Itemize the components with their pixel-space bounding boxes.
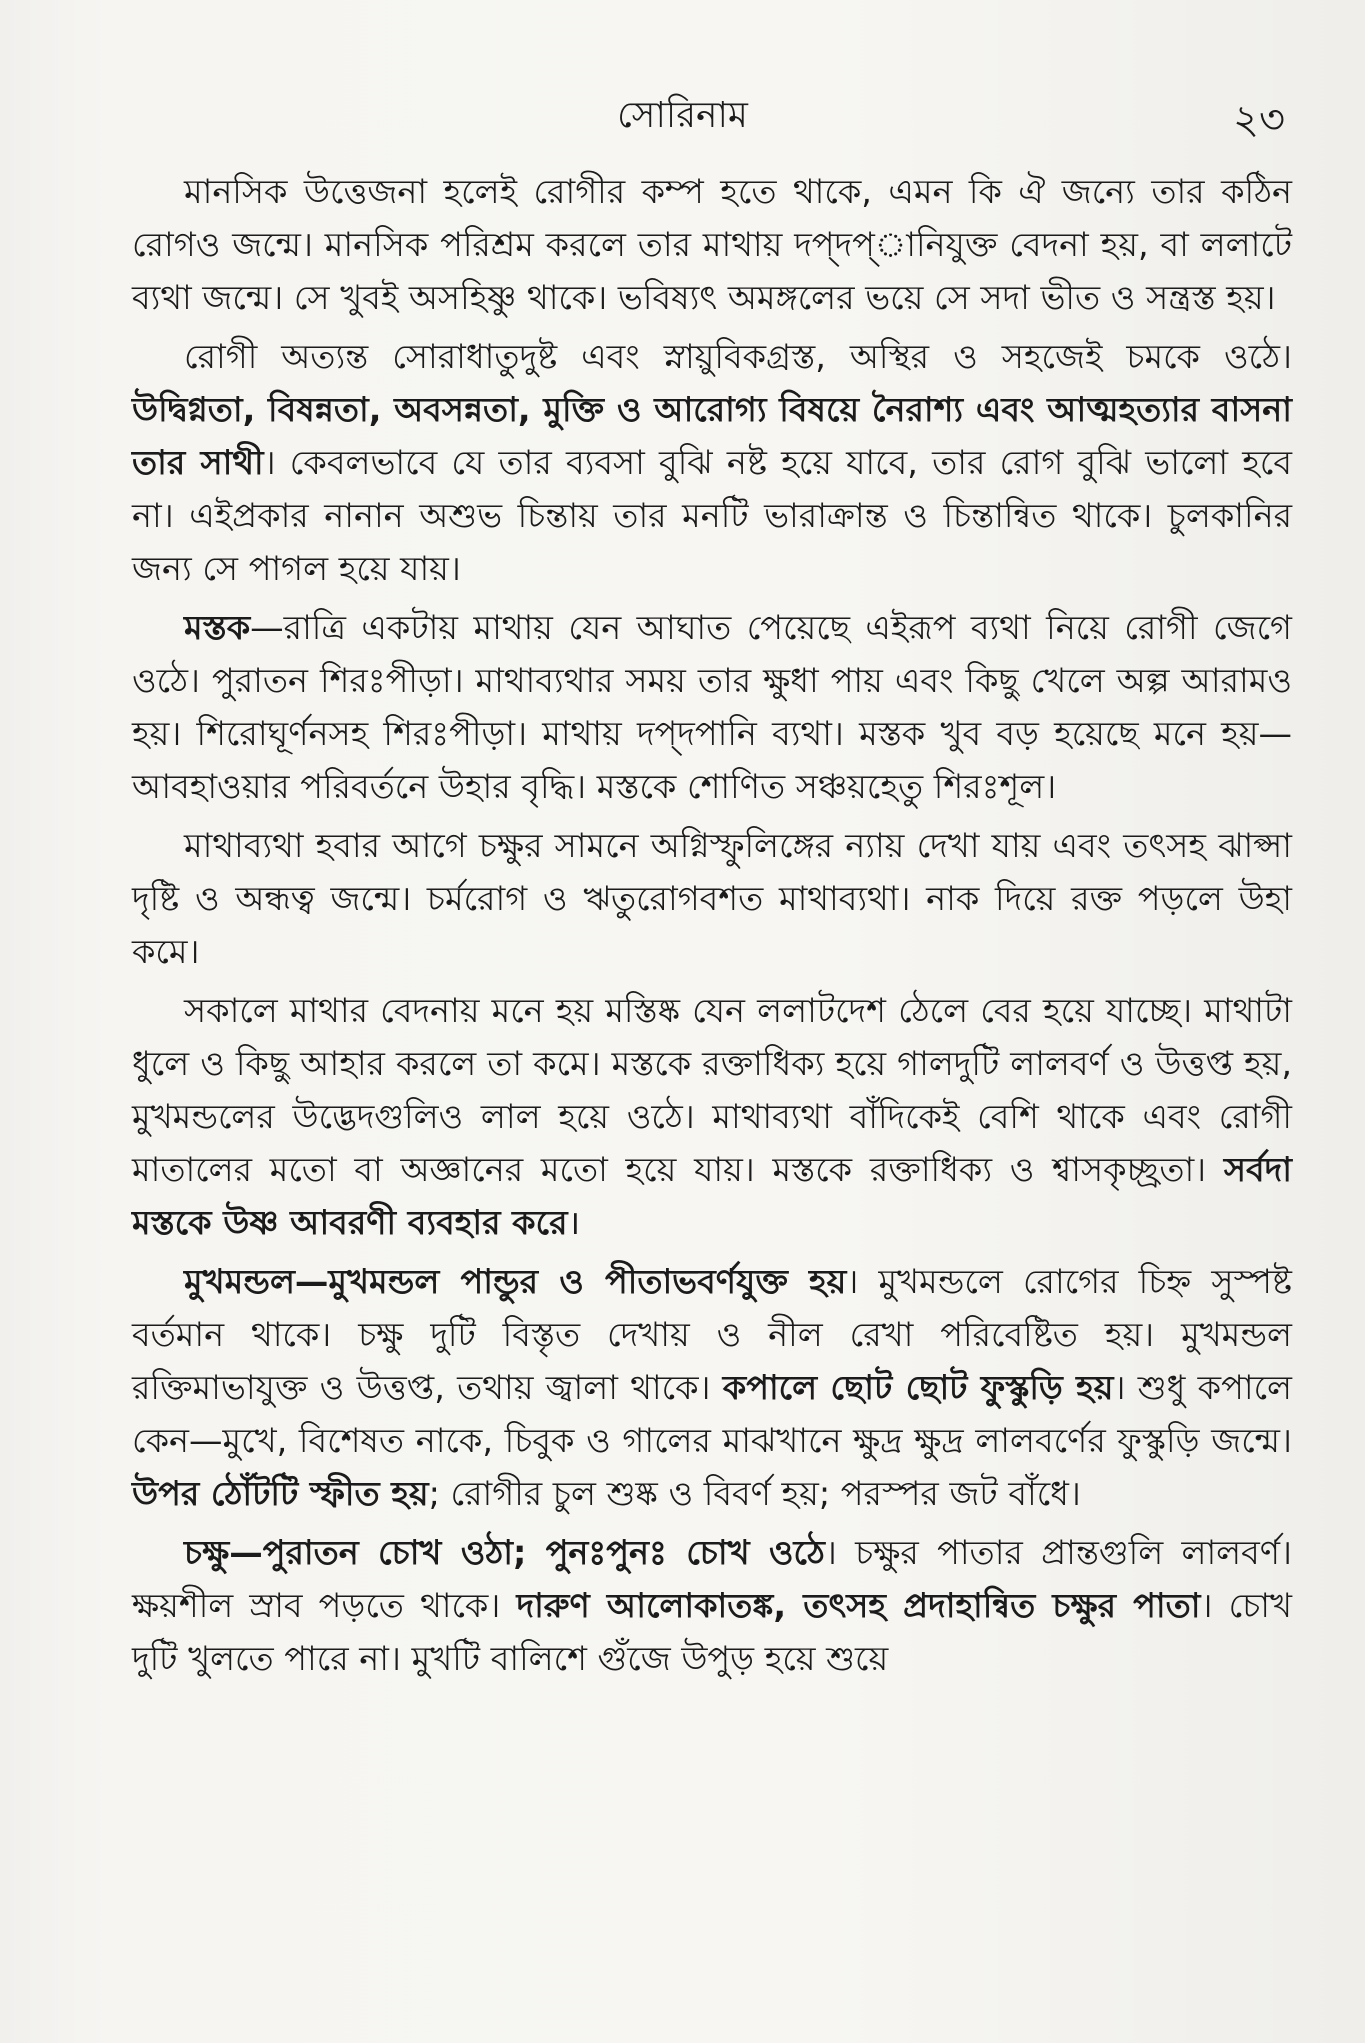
section-heading-face: মুখমন্ডল—মুখমন্ডল পান্ডুর ও পীতাভবর্ণযুক্ত হয় (184, 1262, 847, 1301)
paragraph-text: মাথাব্যথা হবার আগে চক্ষুর সামনে অগ্নিস্ফুলিঙ্গের ন্যায় দেখা যায় এবং তৎসহ ঝাপ্সা দৃষ্টি ও অন্ধত্ব জন্মে। চর্মরোগ ও ঋতুরোগবশত মাথাব্যথা। নাক দিয়ে রক্ত পড়লে উহা কমে। (132, 826, 1292, 971)
paragraph-text: । শুধু কপালে কেন—মুখে, বিশেষত নাকে, চিবুক ও গালের মাঝখানে ক্ষুদ্র ক্ষুদ্র লালবর্ণের ফুস্কুড়ি জন্মে। (132, 1368, 1292, 1460)
emphasis-text: উদ্বিগ্নতা, বিষন্নতা, অবসন্নতা, মুক্তি ও আরোগ্য বিষয়ে নৈরাশ্য এবং আত্মহত্যার বাসনা তার সাথী (132, 390, 1292, 482)
body-text (132, 165, 1292, 1691)
emphasis-text: উপর ঠোঁটটি স্ফীত হয় (132, 1474, 429, 1513)
paragraph-text: —রাত্রি একটায় মাথায় যেন আঘাত পেয়েছে এইরূপ ব্যথা নিয়ে রোগী জেগে ওঠে। পুরাতন শিরঃপীড়া। মাথাব্যথার সময় তার ক্ষুধা পায় এবং কিছু খেলে অল্প আরামও হয়। শিরোঘূর্ণনসহ শিরঃপীড়া। মাথায় দপ্‌দপানি ব্যথা। মস্তক খুব বড় হয়েছে মনে হয়—আবহাওয়ার পরিবর্তনে উহার বৃদ্ধি। মস্তকে শোণিত সঞ্চয়হেতু শিরঃশূল। (132, 608, 1292, 806)
paragraph-headache-vision (132, 819, 1292, 978)
emphasis-text: কপালে ছোট ছোট ফুস্কুড়ি হয় (722, 1368, 1114, 1407)
paragraph-nervous-state (132, 330, 1292, 595)
paragraph-eyes (132, 1526, 1292, 1685)
paragraph-text: ; রোগীর চুল শুষ্ক ও বিবর্ণ হয়; পরস্পর জট বাঁধে। (428, 1474, 1081, 1513)
paragraph-text: মানসিক উত্তেজনা হলেই রোগীর কম্প হতে থাকে, এমন কি ঐ জন্যে তার কঠিন রোগও জন্মে। মানসিক পরিশ্রম করলে তার মাথায় দপ্‌দপ্‌ানিযুক্ত বেদনা হয়, বা ললাটে ব্যথা জন্মে। সে খুবই অসহিষ্ণু থাকে। ভবিষ্যৎ অমঙ্গলের ভয়ে সে সদা ভীত ও সন্ত্রস্ত হয়। (132, 172, 1292, 317)
section-heading-head: মস্তক (184, 608, 251, 647)
page-header (0, 88, 1365, 148)
emphasis-text: দারুণ আলোকাতঙ্ক, তৎসহ প্রদাহান্বিত চক্ষুর পাতা (516, 1586, 1201, 1625)
paragraph-text: । চক্ষুর পাতার প্রান্তগুলি লালবর্ণ। ক্ষয়শীল স্রাব পড়তে থাকে। (132, 1533, 1292, 1625)
paragraph-face (132, 1255, 1292, 1520)
page-number: ২৩ (1232, 97, 1285, 143)
paragraph-mental-excitement (132, 165, 1292, 324)
paragraph-text: । (567, 1203, 581, 1242)
paragraph-text: । চোখ দুটি খুলতে পারে না। মুখটি বালিশে গুঁজে উপুড় হয়ে শুয়ে (132, 1586, 1292, 1678)
paragraph-morning-headache (132, 984, 1292, 1249)
section-heading-eyes: চক্ষু—পুরাতন চোখ ওঠা; পুনঃপুনঃ চোখ ওঠে (184, 1533, 825, 1572)
paragraph-head (132, 601, 1292, 813)
running-title: সোরিনাম (617, 95, 748, 136)
paragraph-text: রোগী অত্যন্ত সোরাধাতুদুষ্ট এবং স্নায়ুবিকগ্রস্ত, অস্থির ও সহজেই চমকে ওঠে। (184, 337, 1292, 376)
paragraph-text: সকালে মাথার বেদনায় মনে হয় মস্তিষ্ক যেন ললাটদেশ ঠেলে বের হয়ে যাচ্ছে। মাথাটা ধুলে ও কিছু আহার করলে তা কমে। মস্তকে রক্তাধিক্য হয়ে গালদুটি লালবর্ণ ও উত্তপ্ত হয়, মুখমন্ডলের উদ্ভেদগুলিও লাল হয়ে ওঠে। মাথাব্যথা বাঁদিকেই বেশি থাকে এবং রোগী মাতালের মতো বা অজ্ঞানের মতো হয়ে যায়। মস্তকে রক্তাধিক্য ও শ্বাসকৃচ্ছ্রতা। (132, 991, 1292, 1189)
paragraph-text: । কেবলভাবে যে তার ব্যবসা বুঝি নষ্ট হয়ে যাবে, তার রোগ বুঝি ভালো হবে না। এইপ্রকার নানান অশুভ চিন্তায় তার মনটি ভারাক্রান্ত ও চিন্তান্বিত থাকে। চুলকানির জন্য সে পাগল হয়ে যায়। (132, 443, 1292, 588)
emphasis-text: সর্বদা মস্তকে উষ্ণ আবরণী ব্যবহার করে (132, 1150, 1292, 1242)
paragraph-text: । মুখমন্ডলে রোগের চিহ্ন সুস্পষ্ট বর্তমান থাকে। চক্ষু দুটি বিস্তৃত দেখায় ও নীল রেখা পরিবেষ্টিত হয়। মুখমন্ডল রক্তিমাভাযুক্ত ও উত্তপ্ত, তথায় জ্বালা থাকে। (132, 1262, 1292, 1407)
